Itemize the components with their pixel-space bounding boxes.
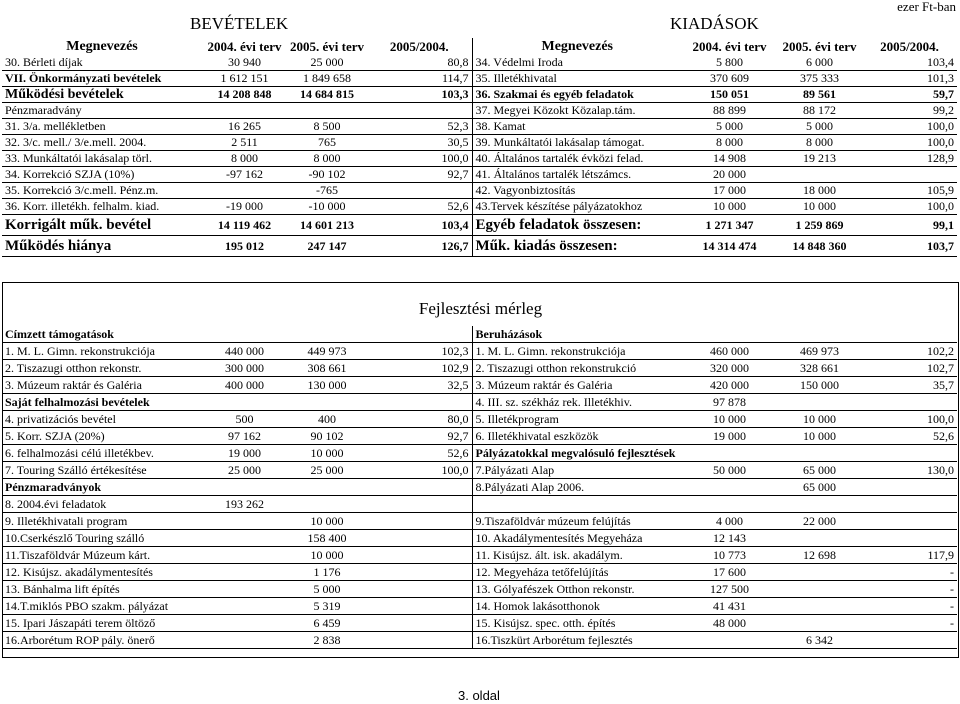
row-label: Műk. kiadás összesen:: [472, 236, 682, 257]
row-label: Pénzmaradvány: [2, 103, 202, 119]
row-label: 10. Akadálymentesítés Megyeháza: [472, 530, 682, 547]
row-label: 2. Tiszazugi otthon rekonstrukció: [472, 360, 682, 377]
row-label: 14. Homok lakásotthonok: [472, 598, 682, 615]
col-2005-left: 2005. évi terv: [290, 39, 365, 54]
row-value: 420 000: [682, 377, 777, 394]
row-label: 3. Múzeum raktár és Galéria: [2, 377, 202, 394]
row-label: 37. Megyei Közokt Közalap.tám.: [472, 103, 682, 119]
row-value: 103,4: [862, 55, 957, 71]
budget-body: [2, 55, 957, 215]
row-value: 103,4: [367, 215, 472, 236]
row-value: 52,3: [367, 119, 472, 135]
row-value: [777, 167, 862, 183]
row-value: 193 262: [202, 496, 287, 513]
total-row-row: [2, 236, 957, 257]
row-label: 2. Tiszazugi otthon rekonstr.: [2, 360, 202, 377]
row-value: [777, 615, 862, 632]
row-value: 14 119 462: [202, 215, 287, 236]
row-value: 2 511: [202, 135, 287, 151]
budget-row-row: [2, 167, 957, 183]
row-value: 17 600: [682, 564, 777, 581]
row-value: 308 661: [287, 360, 367, 377]
row-value: 92,7: [367, 167, 472, 183]
row-value: 105,9: [862, 183, 957, 199]
dev-row-row: [2, 564, 957, 581]
row-label: 31. 3/a. mellékletben: [2, 119, 202, 135]
row-value: 100,0: [862, 199, 957, 215]
row-value: [202, 530, 287, 547]
row-value: [287, 103, 367, 119]
row-value: 25 000: [202, 462, 287, 479]
row-value: 400: [287, 411, 367, 428]
row-value: 1 849 658: [287, 71, 367, 87]
row-value: 1 259 869: [777, 215, 862, 236]
development-table: [2, 326, 957, 649]
row-label: Beruházások: [472, 326, 682, 343]
row-value: 10 000: [682, 199, 777, 215]
row-value: 370 609: [682, 71, 777, 87]
dev-row-row: [2, 394, 957, 411]
row-value: 375 333: [777, 71, 862, 87]
row-value: 19 000: [202, 445, 287, 462]
col-ratio-right: 2005/2004.: [880, 39, 939, 54]
row-value: [862, 496, 957, 513]
row-value: 6 000: [777, 55, 862, 71]
row-value: [202, 564, 287, 581]
row-value: [777, 445, 862, 462]
row-value: 10 000: [287, 513, 367, 530]
row-value: 41 431: [682, 598, 777, 615]
row-value: 19 000: [682, 428, 777, 445]
row-value: 8 000: [202, 151, 287, 167]
row-value: 10 000: [287, 445, 367, 462]
row-value: 5 800: [682, 55, 777, 71]
dev-row-row: [2, 615, 957, 632]
row-value: [202, 513, 287, 530]
row-value: 150 000: [777, 377, 862, 394]
row-value: 440 000: [202, 343, 287, 360]
row-label: 15. Ipari Jászapáti terem öltöző: [2, 615, 202, 632]
row-value: 102,3: [367, 343, 472, 360]
development-title: Fejlesztési mérleg: [418, 299, 543, 318]
row-value: [202, 326, 287, 343]
row-value: [367, 496, 472, 513]
row-label: 36. Szakmai és egyéb feladatok: [472, 87, 682, 103]
row-value: [367, 564, 472, 581]
row-value: [367, 598, 472, 615]
budget-row-row: [2, 87, 957, 103]
row-value: [202, 103, 287, 119]
row-value: 88 899: [682, 103, 777, 119]
row-label: 6. Illetékhivatal eszközök: [472, 428, 682, 445]
row-label: 6. felhalmozási célú illetékbev.: [2, 445, 202, 462]
row-value: 12 143: [682, 530, 777, 547]
budget-row-row: [2, 71, 957, 87]
row-value: [367, 326, 472, 343]
row-value: [367, 581, 472, 598]
row-value: 247 147: [287, 236, 367, 257]
row-value: 10 000: [682, 411, 777, 428]
row-label: [472, 496, 682, 513]
row-value: 92,7: [367, 428, 472, 445]
row-value: 100,0: [367, 462, 472, 479]
row-label: VII. Önkormányzati bevételek: [2, 71, 202, 87]
row-value: [682, 445, 777, 462]
row-value: 400 000: [202, 377, 287, 394]
row-value: 20 000: [682, 167, 777, 183]
row-label: Korrigált műk. bevétel: [2, 215, 202, 236]
row-label: Címzett támogatások: [2, 326, 202, 343]
row-value: 300 000: [202, 360, 287, 377]
row-value: [202, 632, 287, 649]
row-value: [862, 326, 957, 343]
row-label: 35. Illetékhivatal: [472, 71, 682, 87]
row-value: 22 000: [777, 513, 862, 530]
row-value: 52,6: [367, 199, 472, 215]
row-value: 158 400: [287, 530, 367, 547]
budget-header-row: [2, 38, 957, 55]
row-value: 8 000: [287, 151, 367, 167]
row-value: 17 000: [682, 183, 777, 199]
row-label: 13. Bánhalma lift építés: [2, 581, 202, 598]
row-value: 10 773: [682, 547, 777, 564]
row-value: -19 000: [202, 199, 287, 215]
dev-row-row: [2, 479, 957, 496]
development-body: [2, 326, 957, 649]
row-value: [367, 547, 472, 564]
row-value: 1 612 151: [202, 71, 287, 87]
row-value: 16 265: [202, 119, 287, 135]
row-value: [777, 564, 862, 581]
row-value: 460 000: [682, 343, 777, 360]
row-value: [202, 183, 287, 199]
row-value: -90 102: [287, 167, 367, 183]
dev-row-row: [2, 343, 957, 360]
row-value: 320 000: [682, 360, 777, 377]
row-value: 97 878: [682, 394, 777, 411]
row-label: 5. Illetékprogram: [472, 411, 682, 428]
row-value: 101,3: [862, 71, 957, 87]
total-row-row: [2, 215, 957, 236]
row-value: [777, 598, 862, 615]
row-value: 14 908: [682, 151, 777, 167]
row-label: 11. Kisújsz. ált. isk. akadálym.: [472, 547, 682, 564]
row-value: 65 000: [777, 462, 862, 479]
row-label: 12. Megyeháza tetőfelújítás: [472, 564, 682, 581]
row-label: 33. Munkáltatói lakásalap törl.: [2, 151, 202, 167]
row-label: 36. Korr. illetékh. felhalm. kiad.: [2, 199, 202, 215]
row-label: 9. Illetékhivatali program: [2, 513, 202, 530]
col-name-left: Megnevezés: [66, 39, 138, 54]
col-ratio-left: 2005/2004.: [367, 38, 472, 55]
row-label: 1. M. L. Gimn. rekonstrukciója: [2, 343, 202, 360]
row-value: 14 314 474: [682, 236, 777, 257]
row-label: 13. Gólyafészek Otthon rekonstr.: [472, 581, 682, 598]
row-value: [682, 496, 777, 513]
row-value: -: [862, 598, 957, 615]
row-value: -10 000: [287, 199, 367, 215]
row-value: 10 000: [777, 411, 862, 428]
row-value: 5 000: [777, 119, 862, 135]
row-value: [287, 479, 367, 496]
budget-row-row: [2, 103, 957, 119]
row-value: 50 000: [682, 462, 777, 479]
row-value: 52,6: [862, 428, 957, 445]
row-label: 14.T.miklós PBO szakm. pályázat: [2, 598, 202, 615]
row-value: 52,6: [367, 445, 472, 462]
dev-row-row: [2, 428, 957, 445]
row-value: 30 940: [202, 55, 287, 71]
row-label: 32. 3/c. mell./ 3/e.mell. 2004.: [2, 135, 202, 151]
row-label: 7.Pályázati Alap: [472, 462, 682, 479]
page-number: 3. oldal: [458, 688, 500, 703]
row-value: 14 848 360: [777, 236, 862, 257]
row-value: [682, 479, 777, 496]
budget-row-row: [2, 119, 957, 135]
budget-table: [2, 38, 957, 257]
row-label: 40. Általános tartalék évközi felad.: [472, 151, 682, 167]
row-value: 99,1: [862, 215, 957, 236]
row-label: 1. M. L. Gimn. rekonstrukciója: [472, 343, 682, 360]
budget-row-row: [2, 199, 957, 215]
row-value: [682, 326, 777, 343]
row-value: 5 319: [287, 598, 367, 615]
row-value: 128,9: [862, 151, 957, 167]
row-value: -: [862, 564, 957, 581]
row-label: 34. Korrekció SZJA (10%): [2, 167, 202, 183]
row-value: 100,0: [862, 119, 957, 135]
row-label: 5. Korr. SZJA (20%): [2, 428, 202, 445]
dev-row-row: [2, 632, 957, 649]
row-value: 6 342: [777, 632, 862, 649]
budget-row-row: [2, 55, 957, 71]
row-label: 8.Pályázati Alap 2006.: [472, 479, 682, 496]
dev-row-row: [2, 377, 957, 394]
row-value: 25 000: [287, 55, 367, 71]
row-label: 7. Touring Szálló értékesítése: [2, 462, 202, 479]
row-value: 80,8: [367, 55, 472, 71]
row-value: 130 000: [287, 377, 367, 394]
row-value: 19 213: [777, 151, 862, 167]
row-value: 18 000: [777, 183, 862, 199]
row-value: 6 459: [287, 615, 367, 632]
row-value: 102,2: [862, 343, 957, 360]
row-value: [682, 632, 777, 649]
row-value: [367, 530, 472, 547]
revenue-title: BEVÉTELEK: [190, 14, 289, 33]
row-value: [202, 581, 287, 598]
row-value: [287, 326, 367, 343]
row-label: Saját felhalmozási bevételek: [2, 394, 202, 411]
row-value: 2 838: [287, 632, 367, 649]
row-value: 500: [202, 411, 287, 428]
row-value: 10 000: [777, 428, 862, 445]
dev-row-row: [2, 598, 957, 615]
unit-label: ezer Ft-ban: [897, 0, 956, 14]
col-name-right: Megnevezés: [541, 39, 614, 54]
dev-row-row: [2, 530, 957, 547]
dev-row-row: [2, 513, 957, 530]
row-value: 103,7: [862, 236, 957, 257]
row-value: 195 012: [202, 236, 287, 257]
row-label: 9.Tiszaföldvár múzeum felújítás: [472, 513, 682, 530]
row-label: 12. Kisújsz. akadálymentesítés: [2, 564, 202, 581]
row-label: 34. Védelmi Iroda: [472, 55, 682, 71]
row-label: Működés hiánya: [2, 236, 202, 257]
row-label: 38. Kamat: [472, 119, 682, 135]
row-value: -97 162: [202, 167, 287, 183]
row-value: 14 684 815: [287, 87, 367, 103]
row-value: [862, 513, 957, 530]
row-value: [367, 615, 472, 632]
row-value: -: [862, 615, 957, 632]
row-value: 8 000: [682, 135, 777, 151]
row-value: -765: [287, 183, 367, 199]
row-value: [287, 394, 367, 411]
row-value: 30,5: [367, 135, 472, 151]
row-value: 65 000: [777, 479, 862, 496]
row-value: [367, 103, 472, 119]
row-value: 102,7: [862, 360, 957, 377]
row-value: [287, 496, 367, 513]
row-label: 8. 2004.évi feladatok: [2, 496, 202, 513]
row-value: [777, 530, 862, 547]
row-label: 42. Vagyonbiztosítás: [472, 183, 682, 199]
row-value: [367, 479, 472, 496]
row-value: [202, 598, 287, 615]
row-value: [862, 445, 957, 462]
row-value: 117,9: [862, 547, 957, 564]
row-value: 10 000: [777, 199, 862, 215]
row-value: 10 000: [287, 547, 367, 564]
row-value: 99,2: [862, 103, 957, 119]
row-value: 126,7: [367, 236, 472, 257]
row-value: 12 698: [777, 547, 862, 564]
row-value: 80,0: [367, 411, 472, 428]
row-value: [367, 632, 472, 649]
row-label: 43.Tervek készítése pályázatokhoz: [472, 199, 682, 215]
row-value: 8 000: [777, 135, 862, 151]
row-value: 25 000: [287, 462, 367, 479]
row-value: 328 661: [777, 360, 862, 377]
row-label: Egyéb feladatok összesen:: [472, 215, 682, 236]
col-2005-right: 2005. évi terv: [782, 39, 857, 54]
row-value: 1 271 347: [682, 215, 777, 236]
row-value: 4 000: [682, 513, 777, 530]
budget-row-row: [2, 183, 957, 199]
total-body: [2, 215, 957, 257]
col-2004-left: 2004. évi terv: [207, 39, 282, 54]
row-value: [777, 581, 862, 598]
row-value: 449 973: [287, 343, 367, 360]
row-label: 35. Korrekció 3/c.mell. Pénz.m.: [2, 183, 202, 199]
row-value: [202, 615, 287, 632]
row-label: 30. Bérleti díjak: [2, 55, 202, 71]
row-value: 89 561: [777, 87, 862, 103]
row-value: 469 973: [777, 343, 862, 360]
row-value: 32,5: [367, 377, 472, 394]
col-2004-right: 2004. évi terv: [692, 39, 767, 54]
row-value: [862, 167, 957, 183]
row-value: 88 172: [777, 103, 862, 119]
row-value: 59,7: [862, 87, 957, 103]
row-label: Működési bevételek: [2, 87, 202, 103]
row-value: 48 000: [682, 615, 777, 632]
row-label: 4. III. sz. székház rek. Illetékhiv.: [472, 394, 682, 411]
row-value: [862, 530, 957, 547]
budget-row-row: [2, 151, 957, 167]
row-label: 11.Tiszaföldvár Múzeum kárt.: [2, 547, 202, 564]
row-value: 100,0: [862, 135, 957, 151]
row-value: 103,3: [367, 87, 472, 103]
row-value: 97 162: [202, 428, 287, 445]
row-value: 5 000: [287, 581, 367, 598]
row-label: 16.Arborétum ROP pály. önerő: [2, 632, 202, 649]
row-value: [367, 394, 472, 411]
row-value: [367, 183, 472, 199]
row-value: 14 601 213: [287, 215, 367, 236]
row-value: 765: [287, 135, 367, 151]
row-value: 8 500: [287, 119, 367, 135]
row-value: 127 500: [682, 581, 777, 598]
row-label: Pályázatokkal megvalósuló fejlesztések: [472, 445, 682, 462]
row-label: 39. Munkáltatói lakásalap támogat.: [472, 135, 682, 151]
row-value: [777, 326, 862, 343]
row-value: [862, 394, 957, 411]
row-value: 14 208 848: [202, 87, 287, 103]
row-value: 90 102: [287, 428, 367, 445]
row-value: 5 000: [682, 119, 777, 135]
row-value: 130,0: [862, 462, 957, 479]
dev-row-row: [2, 496, 957, 513]
row-value: [202, 547, 287, 564]
row-value: 1 176: [287, 564, 367, 581]
row-value: 35,7: [862, 377, 957, 394]
dev-row-row: [2, 445, 957, 462]
row-value: [777, 496, 862, 513]
row-label: Pénzmaradványok: [2, 479, 202, 496]
row-value: -: [862, 581, 957, 598]
row-value: [202, 394, 287, 411]
row-value: [367, 513, 472, 530]
row-label: 3. Múzeum raktár és Galéria: [472, 377, 682, 394]
row-label: 16.Tiszkürt Arborétum fejlesztés: [472, 632, 682, 649]
dev-row-row: [2, 547, 957, 564]
expense-title: KIADÁSOK: [670, 14, 759, 33]
row-value: [777, 394, 862, 411]
row-value: 100,0: [367, 151, 472, 167]
row-value: 114,7: [367, 71, 472, 87]
row-value: 100,0: [862, 411, 957, 428]
row-value: 150 051: [682, 87, 777, 103]
row-value: [862, 632, 957, 649]
dev-row-row: [2, 462, 957, 479]
row-value: 102,9: [367, 360, 472, 377]
row-label: 41. Általános tartalék létszámcs.: [472, 167, 682, 183]
dev-row-row: [2, 326, 957, 343]
row-label: 10.Cserkészlő Touring szálló: [2, 530, 202, 547]
budget-row-row: [2, 135, 957, 151]
dev-row-row: [2, 360, 957, 377]
row-label: 4. privatizációs bevétel: [2, 411, 202, 428]
row-value: [202, 479, 287, 496]
row-label: 15. Kisújsz. spec. otth. építés: [472, 615, 682, 632]
row-value: [862, 479, 957, 496]
dev-row-row: [2, 581, 957, 598]
dev-row-row: [2, 411, 957, 428]
